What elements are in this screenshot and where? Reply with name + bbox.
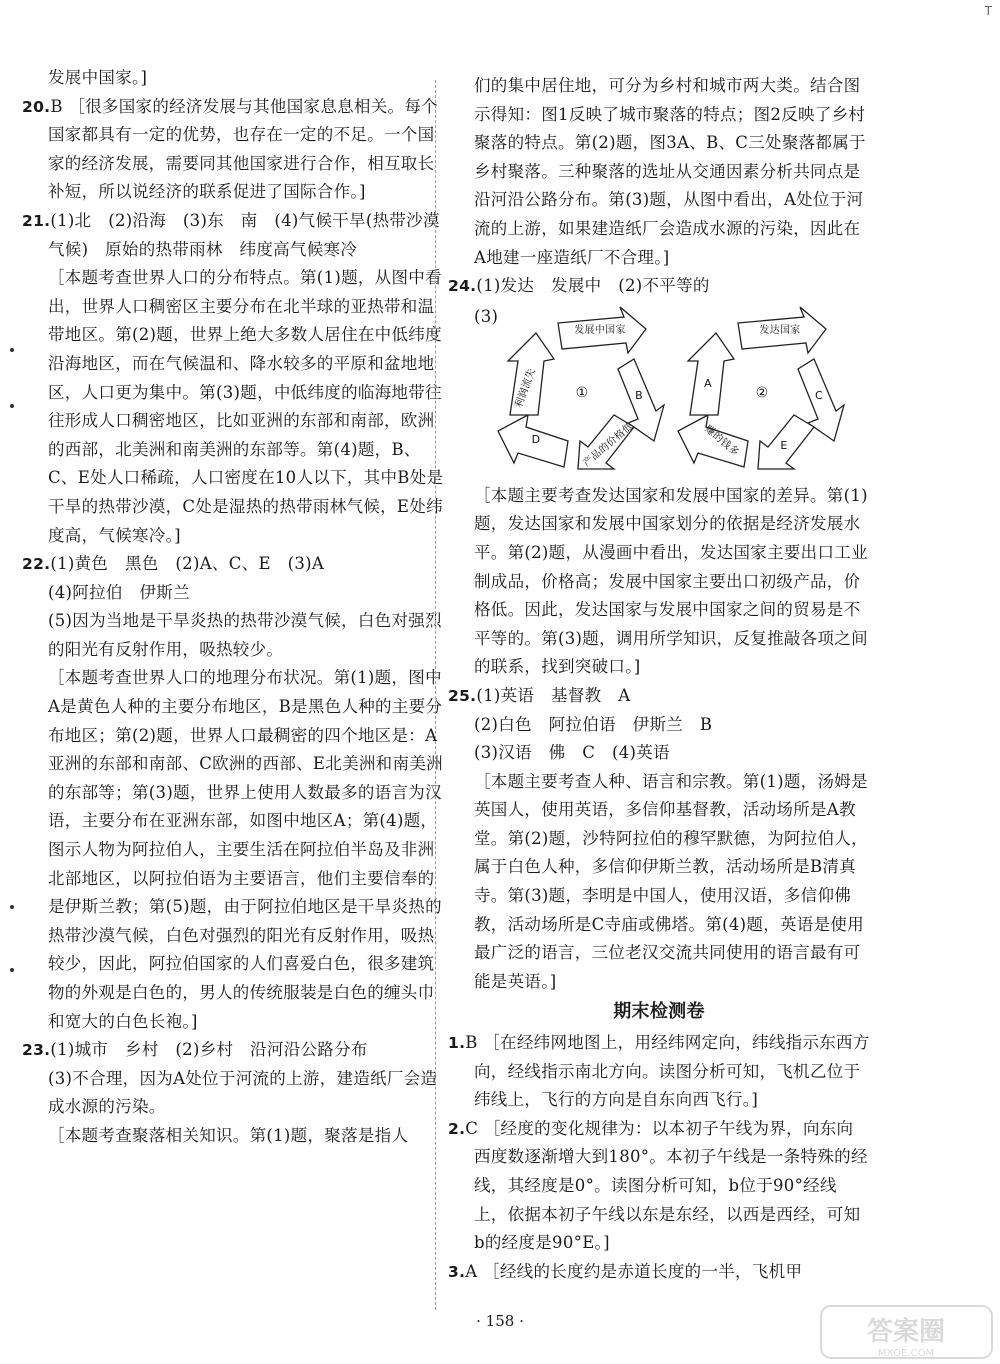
answer-text: A ［经线的长度约是赤道长度的一半，飞机甲	[465, 1261, 803, 1281]
diagram1-center: ①	[575, 384, 589, 401]
continuation-text: 们的集中居住地，可分为乡村和城市两大类。结合图示得知：图1反映了城市聚落的特点；图2反映了乡村聚落的特点。第(2)题，图3A、B、C三处聚落都属于乡村聚落。三种聚落的选址从交通因素分析共同点是沿河沿公路分布。第(3)题，从图中看出，A处位于河流的上游，如果建造纸厂会造成水源的污染，因此在A地建一座造纸厂不合理。]	[474, 76, 866, 267]
answer-text: (1)城市 乡村 (2)乡村 沿河沿公路分布	[50, 1040, 368, 1060]
diagram1-label-bottom-right: 产品的价格低	[581, 420, 636, 469]
diagram2-label-top: 发达国家	[759, 324, 801, 336]
answer-23-part3: (3)不合理，因为A处位于河流的上游，建造纸厂会造成水源的污染。	[48, 1068, 438, 1117]
answer-20	[22, 93, 444, 207]
arrow-left	[688, 333, 734, 415]
diagram2-label-bottom-left: 赚的钱多	[702, 423, 741, 459]
answer-22	[22, 550, 444, 579]
page-number: · 158 ·	[476, 1312, 524, 1330]
diagram2-label-left: A	[704, 376, 712, 390]
watermark-logo	[819, 1304, 994, 1360]
question-number: 21.	[22, 211, 51, 230]
diagram1-label-right: B	[635, 388, 643, 402]
trade-diagrams	[448, 303, 870, 478]
answer-text: (1)黄色 黑色 (2)A、C、E (3)A	[50, 554, 325, 574]
final-answer-3	[448, 1258, 870, 1287]
answer-25-part3: (3)汉语 佛 C (4)英语	[474, 743, 670, 763]
diagram2-label-right: C	[815, 388, 823, 402]
answer-text: (1)发达 发展中 (2)不平等的	[476, 276, 710, 296]
answer-25-part2: (2)白色 阿拉伯语 伊斯兰 B	[474, 714, 713, 734]
explanation-21: ［本题考查世界人口的分布特点。第(1)题，从图中看出，世界人口稠密区主要分布在北半球的亚热带和温带地区。第(2)题，世界上绝大多数人居住在中低纬度沿海地区，而在气候温和、降水较多的平原和盆地地区，人口更为集中。第(3)题，中低纬度的临海地带往往形成人口稠密地区，比如亚洲的东部和南部，欧洲的西部，北美洲和南美洲的东部等。第(4)题，B、C、E处人口稀疏，人口密度在10人以下，其中B处是干旱的热带沙漠，C处是湿热的热带雨林气候，E处纬度高，气候寒冷。]	[48, 268, 444, 545]
question-number: 25.	[448, 686, 477, 705]
answer-text: B ［在经纬网地图上，用经纬网定向，纬线指示东西方向，经线指示南北方向。读图分析可知，飞机乙位于纬线上，飞行的方向是自东向西飞行。]	[465, 1033, 870, 1110]
question-number: 24.	[448, 277, 477, 296]
question-number: 2.	[448, 1119, 466, 1138]
continuation-text: 发展中国家。]	[48, 68, 148, 87]
diagram2-center: ②	[755, 384, 769, 401]
answer-text: (1)北 (2)沿海 (3)东 南 (4)气候干旱(热带沙漠气候) 原始的热带雨林 纬度高气候寒冷	[48, 210, 440, 259]
column-divider	[435, 80, 436, 1310]
margin-dot	[10, 404, 14, 408]
answer-23	[22, 1036, 444, 1065]
diagram1-label-bottom-left: D	[531, 432, 541, 446]
trade-cycle-diagram-2	[676, 303, 846, 473]
final-answer-2	[448, 1115, 870, 1258]
section-title: 期末检测卷	[613, 1001, 705, 1023]
question-number: 22.	[22, 555, 51, 574]
trade-cycle-diagram-1	[496, 303, 666, 473]
final-answer-1	[448, 1029, 870, 1115]
question-number: 1.	[448, 1034, 466, 1053]
margin-dot	[10, 968, 14, 972]
diagram1-label-top: 发展中国家	[574, 324, 626, 336]
answer-22-part4: (4)阿拉伯 伊斯兰	[48, 582, 190, 602]
explanation-25: ［本题主要考查人种、语言和宗教。第(1)题，汤姆是英国人，使用英语，多信仰基督教，活动场所是A教堂。第(2)题，沙特阿拉伯的穆罕默德，为阿拉伯人，属于白色人种，多信仰伊斯兰教，活动场所是B清真寺。第(3)题，李明是中国人，使用汉语，多信仰佛教，活动场所是C寺庙或佛塔。第(4)题，英语是使用最广泛的语言，三位老汉交流共同使用的语言最有可能是英语。]	[474, 771, 868, 991]
svg-text:答案圈: 答案圈	[866, 1317, 946, 1347]
margin-dot	[10, 905, 14, 909]
answer-text: (1)英语 基督教 A	[476, 685, 631, 705]
answer-21	[22, 207, 444, 264]
answer-24-part3-label: (3)	[474, 306, 499, 326]
svg-text:MXQE.COM: MXQE.COM	[877, 1348, 935, 1359]
answer-text: C ［经度的变化规律为：以本初子午线为界，向东向西度数逐渐增大到180°。本初子午线是一条特殊的经线，其经度是0°。读图分析可知，b位于90°经线上，依据本初子午线以东是东经，以西是西经，可知b的经度是90°E。]	[465, 1118, 868, 1253]
answer-22-part5: (5)因为当地是干旱炎热的热带沙漠气候，白色对强烈的阳光有反射作用，吸热较少。	[48, 611, 442, 659]
question-number: 20.	[22, 97, 51, 116]
answer-25	[448, 682, 870, 711]
right-column	[448, 72, 870, 1286]
question-number: 23.	[22, 1041, 51, 1060]
question-number: 3.	[448, 1262, 466, 1281]
explanation-23: ［本题考查聚落相关知识。第(1)题，聚落是指人	[48, 1125, 409, 1145]
diagram2-label-bottom-right: E	[780, 438, 788, 452]
diagram1-label-left: 利润流失	[513, 366, 538, 410]
answer-text: B ［很多国家的经济发展与其他国家息息相关。每个国家都具有一定的优势，也存在一定的不足。一个国家的经济发展，需要同其他国家进行合作，相互取长补短，所以说经济的联系促进了国际合作。]	[48, 96, 438, 202]
corner-mark: T	[984, 4, 992, 18]
left-column	[22, 64, 444, 1151]
margin-dot	[10, 348, 14, 352]
explanation-24: ［本题主要考查发达国家和发展中国家的差异。第(1)题，发达国家和发展中国家划分的依据是经济发展水平。第(2)题，从漫画中看出，发达国家主要出口工业制成品，价格高；发展中国家主要出口初级产品，价格低。因此，发达国家与发展中国家之间的贸易是不平等的。第(3)题，调用所学知识，反复推敲各项之间的联系，找到突破口。]	[474, 485, 868, 677]
answer-24	[448, 272, 870, 301]
explanation-22: ［本题考查世界人口的地理分布状况。第(1)题，图中A是黄色人种的主要分布地区，B是黑色人种的主要分布地区；第(2)题，世界人口最稠密的四个地区是：A亚洲的东部和南部、C欧洲的西部、E北美洲和南美洲的东部等；第(3)题，世界上使用人数最多的语言为汉语，主要分布在亚洲东部，如图中地区A；第(4)题，图示人物为阿拉伯人，主要生活在阿拉伯半岛及非洲北部地区，以阿拉伯语为主要语言，他们主要信奉的是伊斯兰教；第(5)题，由于阿拉伯地区是干旱炎热的热带沙漠气候，白色对强烈的阳光有反射作用，吸热较少，因此，阿拉伯国家的人们喜爱白色，很多建筑物的外观是白色的，男人的传统服装是白色的缠头巾和宽大的白色长袍。]	[48, 668, 443, 1031]
